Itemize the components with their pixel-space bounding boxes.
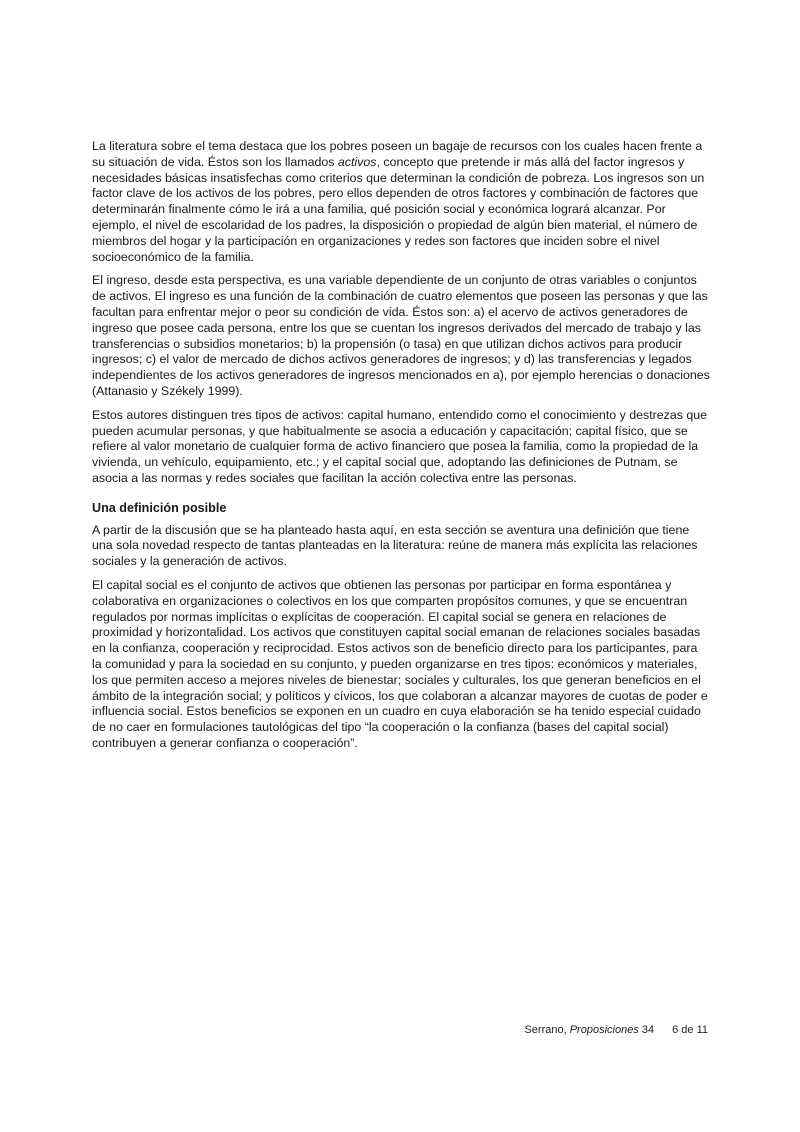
paragraph-capital-social: El capital social es el conjunto de activos que obtienen las personas por participar en forma espontánea y colaborativa en organizaciones o colectivos en los que comparten propósitos comunes, y que se encuentran regulados por normas implícitas o explícitas de cooperación. El capital social se genera en relaciones de proximidad y horizontalidad. Los activos que constituyen capital social emanan de relaciones sociales basadas en la confianza, cooperación y reciprocidad. Estos activos son de beneficio directo para los participantes, para la comunidad y para la sociedad en su conjunto, y pueden organizarse en tres tipos: económicos y materiales, los que permiten acceso a mejores niveles de bienestar; sociales y culturales, los que generan beneficios en el ámbito de la integración social; y políticos y cívicos, los que colaboran a alcanzar mayores de cuotas de poder e influencia social. Estos beneficios se exponen en un cuadro en cuya elaboración se ha tenido especial cuidado de no caer en formulaciones tautológicas del tipo “la cooperación o la confianza (bases del capital social) contribuyen a generar confianza o cooperación”. — [92, 577, 708, 750]
section-heading: Una definición posible — [92, 500, 227, 515]
page-footer — [524, 1024, 708, 1036]
citation-issue: 34 — [638, 1024, 655, 1036]
paragraph-text: La literatura sobre el tema destaca que los pobres poseen un bagaje de recursos con los cuales hacen frente a su situación de vida. Éstos son los llamados — [92, 139, 703, 169]
emphasis-text: activos — [337, 154, 377, 169]
paragraph-text: , concepto que pretende ir más allá del factor ingresos y necesidades básicas insatisfechas como criterios que determinan la condición de pobreza. Los ingresos son un factor clave de los activos de los pobres, pero ellos dependen de otros factores y combinación de factores que determinarán finalmente cómo le irá a una familia, qué posición social y económica logrará alcanzar. Por ejemplo, el nivel de escolaridad de los padres, la disposición o propiedad de algún bien material, el número de miembros del hogar y la participación en organizaciones y redes son factores que inciden sobre el nivel socioeconómico de la familia. — [92, 154, 705, 264]
citation-author: Serrano, — [524, 1024, 570, 1036]
citation — [524, 1024, 654, 1036]
paragraph-definicion-intro: A partir de la discusión que se ha planteado hasta aquí, en esta sección se aventura una definición que tiene una sola novedad respecto de tantas planteadas en la literatura: reúne de manera más explícita las relaciones sociales y la generación de activos. — [92, 522, 698, 569]
page-body — [92, 139, 710, 760]
page-number: 6 de 11 — [672, 1024, 708, 1036]
paragraph-ingreso: El ingreso, desde esta perspectiva, es una variable dependiente de un conjunto de otras variables o conjuntos de activos. El ingreso es una función de la combinación de cuatro elementos que poseen las personas y que las facultan para enfrentar mejor o peor su condición de vida. Éstos son: a) el acervo de activos generadores de ingreso que posee cada persona, entre los que se cuentan los ingresos derivados del mercado de trabajo y las transferencias o subsidios monetarios; b) la propensión (o tasa) en que utilizan dichos activos para producir ingresos; c) el valor de mercado de dichos activos generadores de ingresos; y d) las transferencias y legados independientes de los activos generadores de ingresos mencionados en a), por ejemplo herencias o donaciones (Attanasio y Székely 1999). — [92, 273, 710, 398]
paragraph-tipos-activos: Estos autores distinguen tres tipos de activos: capital humano, entendido como el conocimiento y destrezas que pueden acumular personas, y que habitualmente se asocia a educación y capacitación; capital físico, que se refiere al valor monetario de cualquier forma de activo financiero que posea la familia, como la propiedad de la vivienda, un vehículo, equipamiento, etc.; y el capital social que, adoptando las definiciones de Putnam, se asocia a las normas y redes sociales que facilitan la acción colectiva entre las personas. — [92, 407, 708, 485]
citation-journal: Proposiciones — [569, 1024, 639, 1036]
paragraph-activos — [92, 139, 710, 265]
